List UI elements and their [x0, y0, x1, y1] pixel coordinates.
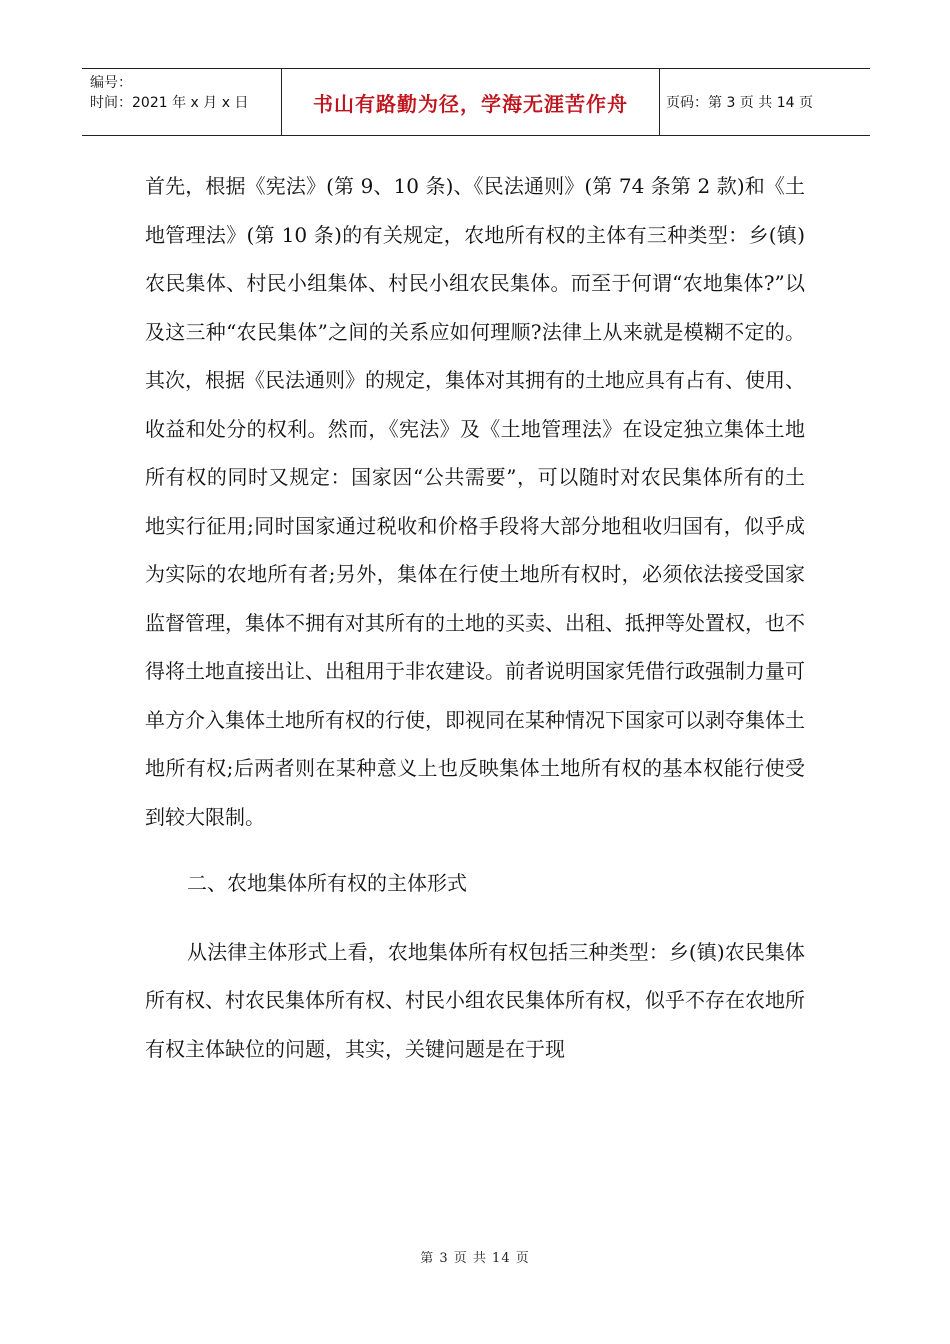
paragraph-2: 从法律主体形式上看，农地集体所有权包括三种类型：乡(镇)农民集体所有权、村农民集体所有权、村民小组农民集体所有权，似乎不存在农地所有权主体缺位的问题，其实，关键问题是在于现	[145, 939, 805, 1061]
header-motto: 书山有路勤为径，学海无涯苦作舟	[282, 69, 660, 135]
header-page-info: 页码：第 3 页 共 14 页	[666, 95, 813, 111]
document-header	[82, 68, 870, 136]
paragraph-1: 首先，根据《宪法》(第 9、10 条)、《民法通则》(第 74 条第 2 款)和《土地管理法》(第 10 条)的有关规定，农地所有权的主体有三种类型：乡(镇)农民集体、村民小组集体、村民小组农民集体。而至于何谓“农地集体?”以及这三种“农民集体”之间的关系应如何理顺?法律上从来就是模糊不定的。其次，根据《民法通则》的规定，集体对其拥有的土地应具有占有、使用、收益和处分的权利。然而，《宪法》及《土地管理法》在设定独立集体土地所有权的同时又规定：国家因“公共需要”，可以随时对农民集体所有的土地实行征用;同时国家通过税收和价格手段将大部分地租收归国有，似乎成为实际的农地所有者;另外，集体在行使土地所有权时，必须依法接受国家监督管理，集体不拥有对其所有的土地的买卖、出租、抵押等处置权，也不得将土地直接出让、出租用于非农建设。前者说明国家凭借行政强制力量可单方介入集体土地所有权的行使，即视同在某种情况下国家可以剥夺集体土地所有权;后两者则在某种意义上也反映集体土地所有权的基本权能行使受到较大限制。	[145, 174, 805, 829]
document-body	[145, 162, 805, 1073]
page-footer: 第 3 页 共 14 页	[420, 1251, 530, 1266]
time-label: 时间：2021 年 x 月 x 日	[90, 95, 249, 111]
header-meta	[82, 69, 282, 135]
section-heading: 二、农地集体所有权的主体形式	[187, 871, 467, 895]
serial-label: 编号：	[90, 75, 132, 91]
